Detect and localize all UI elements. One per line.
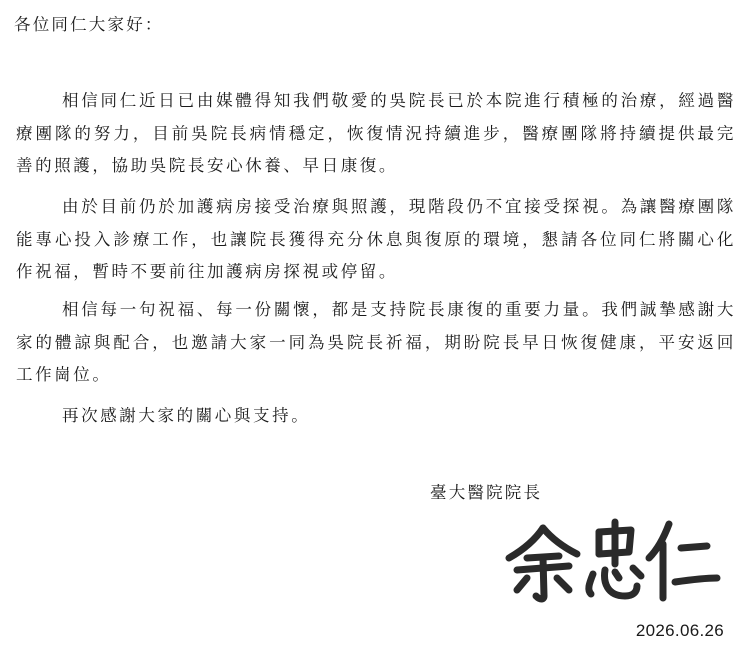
letter-date: 2026.06.26 bbox=[635, 621, 724, 640]
sender-title: 臺大醫院院長 bbox=[430, 483, 543, 502]
greeting: 各位同仁大家好： bbox=[14, 15, 164, 34]
paragraph-1: 相信同仁近日已由媒體得知我們敬愛的吳院長已於本院進行積極的治療，經過醫療團隊的努力，目前吳院長病情穩定，恢復情況持續進步，醫療團隊將持續提供最完善的照護，協助吳院長安心休養、早日康復。 bbox=[16, 91, 736, 175]
paragraph-3: 相信每一句祝福、每一份關懷，都是支持院長康復的重要力量。我們誠摯感謝大家的體諒與配合，也邀請大家一同為吳院長祈福，期盼院長早日恢復健康，平安返回工作崗位。 bbox=[16, 300, 736, 384]
signature-glyph-3 bbox=[649, 524, 717, 598]
signature-glyph-2 bbox=[589, 522, 641, 596]
handwritten-signature bbox=[503, 518, 723, 608]
paragraph-2: 由於目前仍於加護病房接受治療與照護，現階段仍不宜接受探視。為讓醫療團隊能專心投入診療工作，也讓院長獲得充分休息與復原的環境，懇請各位同仁將關心化作祝福，暫時不要前往加護病房探視或停留。 bbox=[16, 197, 736, 281]
signature-glyph-1 bbox=[509, 528, 577, 599]
paragraph-4: 再次感謝大家的關心與支持。 bbox=[62, 406, 311, 425]
